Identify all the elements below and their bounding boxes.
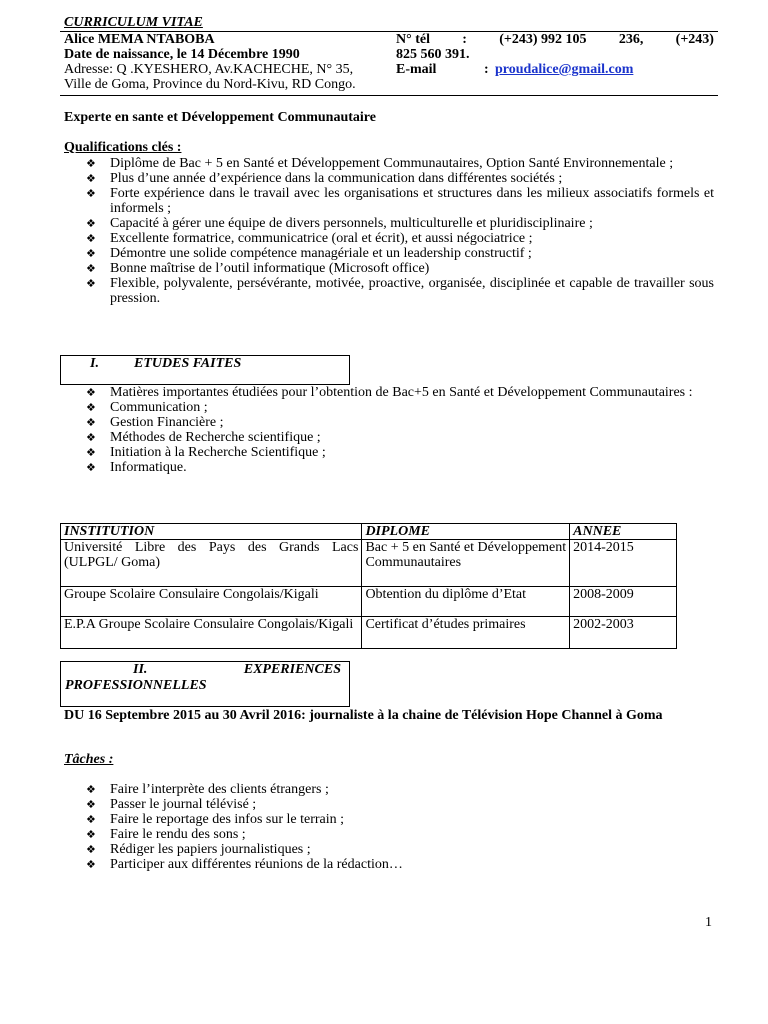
diamond-bullet-icon: ❖ [86,446,96,459]
table-cell: 2002-2003 [570,617,677,649]
list-item [86,445,714,460]
list-item [86,460,714,475]
list-item-text: Démontre une solide compétence managériale et un leadership constructif ; [110,246,532,261]
table-header-row [61,524,677,540]
diamond-bullet-icon: ❖ [86,187,96,200]
email-separator: : [484,62,489,77]
diamond-bullet-icon: ❖ [86,431,96,444]
list-item-text: Rédiger les papiers journalistiques ; [110,842,311,857]
diamond-bullet-icon: ❖ [86,798,96,811]
section-experiences-number: II. [133,662,148,677]
list-item [86,797,714,812]
diamond-bullet-icon: ❖ [86,247,96,260]
table-row [61,540,677,587]
list-item [86,156,714,171]
profile-title: Experte en sante et Développement Communautaire [64,110,376,125]
page-number: 1 [705,915,712,930]
list-item-text: Plus d’une année d’expérience dans la communication dans différentes sociétés ; [110,171,563,186]
phone-part-2: 236, [618,32,644,47]
list-item [86,216,714,231]
col-institution: INSTITUTION [61,524,362,540]
table-row [61,617,677,649]
list-item-text: Initiation à la Recherche Scientifique ; [110,445,326,460]
phone-line [396,32,714,47]
job-title: DU 16 Septembre 2015 au 30 Avril 2016: journaliste à la chaine de Télévision Hope Channel à Goma [64,708,663,723]
phone-label: N° tél [396,32,430,47]
section-experiences-title-1: EXPERIENCES [243,662,341,677]
list-item-text: Forte expérience dans le travail avec les organisations et structures dans les milieux associatifs formels et informels ; [110,186,714,216]
diamond-bullet-icon: ❖ [86,232,96,245]
table-cell: Obtention du diplôme d’Etat [362,587,570,617]
list-item-text: Diplôme de Bac + 5 en Santé et Développement Communautaires, Option Santé Environnementale ; [110,156,674,171]
table-cell: Groupe Scolaire Consulaire Congolais/Kigali [61,587,362,617]
diamond-bullet-icon: ❖ [86,172,96,185]
table-cell: Université Libre des Pays des Grands Lacs (ULPGL/ Goma) [61,540,362,587]
diamond-bullet-icon: ❖ [86,217,96,230]
phone-part-1: (+243) 992 105 [499,32,587,47]
list-item [86,276,714,306]
list-item [86,415,714,430]
table-cell: Certificat d’études primaires [362,617,570,649]
diamond-bullet-icon: ❖ [86,416,96,429]
section-etudes-box [60,355,350,385]
section-experiences-box [60,661,350,707]
phone-separator: : [462,32,467,47]
header-identity [64,32,394,92]
list-item-text: Capacité à gérer une équipe de divers personnels, multiculturelle et pluridisciplinaire ; [110,216,593,231]
qualifications-list [86,156,714,306]
list-item-text: Excellente formatrice, communicatrice (oral et écrit), et aussi négociatrice ; [110,231,533,246]
list-item-text: Communication ; [110,400,208,415]
education-table [60,523,677,649]
header-bottom-rule [60,95,718,96]
diamond-bullet-icon: ❖ [86,386,96,399]
email-label: E-mail [396,62,437,77]
tasks-list [86,782,714,872]
header-contact [396,32,714,77]
diamond-bullet-icon: ❖ [86,813,96,826]
table-row [61,587,677,617]
cv-title: CURRICULUM VITAE [64,15,203,30]
list-item-text: Informatique. [110,460,187,475]
list-item [86,827,714,842]
diamond-bullet-icon: ❖ [86,843,96,856]
list-item [86,385,714,400]
section-experiences-title-2: PROFESSIONNELLES [65,678,207,693]
table-cell: 2014-2015 [570,540,677,587]
address-text-1: Adresse: Q .KYESHERO, Av.KACHECHE, N° 35, [64,62,354,77]
diamond-bullet-icon: ❖ [86,461,96,474]
etudes-list [86,385,714,475]
address-line-1 [64,62,394,77]
col-annee: ANNEE [570,524,677,540]
list-item [86,186,714,216]
col-diplome: DIPLOME [362,524,570,540]
list-item [86,231,714,246]
list-item [86,430,714,445]
birth-date: Date de naissance, le 14 Décembre 1990 [64,47,300,62]
qualifications-heading: Qualifications clés : [64,140,182,155]
table-cell: Bac + 5 en Santé et Développement Communautaires [362,540,570,587]
list-item-text: Passer le journal télévisé ; [110,797,257,812]
list-item [86,246,714,261]
list-item [86,171,714,186]
list-item [86,400,714,415]
diamond-bullet-icon: ❖ [86,858,96,871]
list-item [86,782,714,797]
table-cell: E.P.A Groupe Scolaire Consulaire Congolais/Kigali [61,617,362,649]
section-etudes-title: ETUDES FAITES [134,356,242,371]
list-item-text: Participer aux différentes réunions de la rédaction… [110,857,403,872]
phone-part-3: (+243) [675,32,714,47]
phone-line-2: 825 560 391. [396,47,470,62]
list-item-text: Faire l’interprète des clients étrangers ; [110,782,329,797]
list-item-text: Gestion Financière ; [110,415,224,430]
candidate-name: Alice MEMA NTABOBA [64,32,215,47]
list-item-text: Flexible, polyvalente, persévérante, motivée, proactive, organisée, disciplinée et capable de travailler sous pression. [110,276,714,306]
list-item-text: Faire le rendu des sons ; [110,827,246,842]
table-cell: 2008-2009 [570,587,677,617]
tasks-heading: Tâches : [64,752,114,767]
diamond-bullet-icon: ❖ [86,828,96,841]
list-item [86,842,714,857]
list-item [86,812,714,827]
list-item [86,857,714,872]
diamond-bullet-icon: ❖ [86,277,96,290]
email-line [396,62,714,77]
list-item [86,261,714,276]
email-link[interactable]: proudalice@gmail.com [495,62,634,77]
diamond-bullet-icon: ❖ [86,262,96,275]
address-line-2: Ville de Goma, Province du Nord-Kivu, RD Congo. [64,77,356,92]
section-etudes-number: I. [90,356,99,371]
diamond-bullet-icon: ❖ [86,783,96,796]
list-item-text: Bonne maîtrise de l’outil informatique (Microsoft office) [110,261,430,276]
diamond-bullet-icon: ❖ [86,401,96,414]
list-item-text: Matières importantes étudiées pour l’obtention de Bac+5 en Santé et Développement Communautaires : [110,385,693,400]
diamond-bullet-icon: ❖ [86,157,96,170]
list-item-text: Faire le reportage des infos sur le terrain ; [110,812,345,827]
list-item-text: Méthodes de Recherche scientifique ; [110,430,321,445]
